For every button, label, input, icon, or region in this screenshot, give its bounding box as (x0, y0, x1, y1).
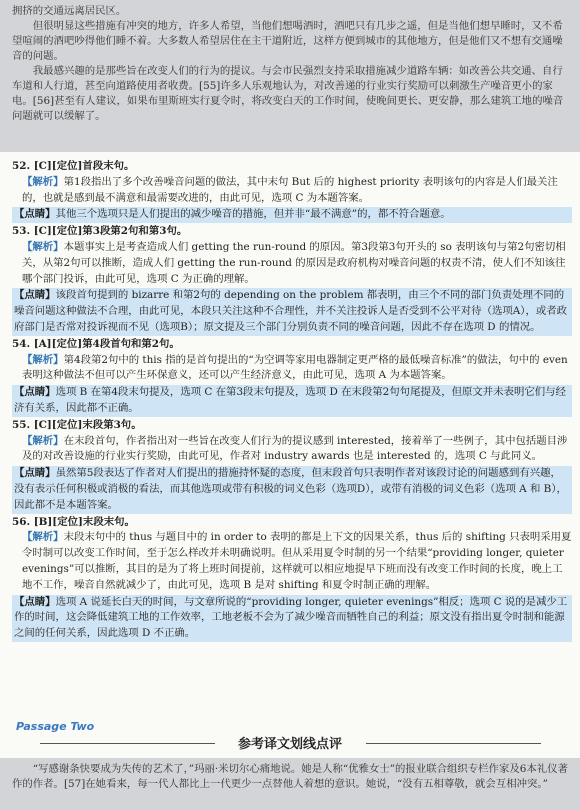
question-title: 56. [B][定位]末段末句。 (12, 515, 135, 528)
question-title: 54. [A][定位]第4段首句和第2句。 (12, 337, 180, 350)
analysis-text: 第4段第2句中的 this 指的是首句提出的“为空调等家用电器制定更严格的最低噪音标准”的做法，句中的 even 表明这种做法不但可以产生环保意义，还可以产生经济意义，由此可见，选项 A 为本题答案。 (22, 353, 568, 382)
key-point (12, 385, 572, 417)
question-55 (12, 418, 572, 514)
key-point (12, 288, 572, 335)
section-heading (0, 733, 580, 753)
analysis-tag: 【解析】 (22, 531, 64, 544)
analysis (12, 434, 572, 466)
key-point-tag: 【点睛】 (14, 595, 56, 608)
analysis-tag: 【解析】 (22, 240, 64, 253)
analysis-text: 本题事实上是考查造成人们 getting the run-round 的原因。第3段第3句开头的 so 表明该句与第2句密切相关，从第2句可以推断，造成人们 getting the run-round 的原因是政府机构对噪音问题的权责不清，使人们不知该往哪个部门投诉，由此可见，选项 C 为正确的理解。 (22, 240, 566, 285)
key-point-text: 选项 A 说延长白天的时间，与文章所说的“providing longer, quieter evenings”相反；选项 C 说的是减少工作的时间，这会降低建筑工地的工作效率，工地老板不会为了减少噪音而牺牲自己的利益；原文没有指出夏令时制和能源之间的任何关系，因此选项 D 不正确。 (14, 595, 568, 640)
previous-passage-translation (0, 0, 580, 152)
analysis-text: 在末段首句，作者指出对一些旨在改变人们行为的提议感到 interested，接着举了一些例子，其中包括题目涉及的对改善设施的行业实行奖励，由此可见，作者对 industry awards 也是 interested 的，选项 C 与此同义。 (22, 434, 568, 463)
answer-explanations (12, 158, 572, 643)
passage-two-translation (0, 758, 580, 810)
analysis-tag: 【解析】 (22, 353, 64, 366)
paragraph: 我最感兴趣的是那些旨在改变人们的行为的提议。与会市民强烈支持采取措施减少道路车辆：如改善公共交通、自行车道和人行道，甚至向道路使用者收费。[55]许多人乐观地认为，对改善递的行业实行奖励可以刺激生产噪音更小的家电。[56]甚至有人建议，如果布里斯班实行夏令时，将改变白天的工作时间，使晚间更长、更安静，那么建筑工地的噪音问题就可以缓解了。 (12, 65, 564, 122)
analysis-tag: 【解析】 (22, 175, 64, 188)
question-title: 53. [C][定位]第3段第2句和第3句。 (12, 225, 188, 238)
key-point-tag: 【点睛】 (14, 386, 56, 399)
section-heading-text: 参考译文划线点评 (237, 737, 342, 752)
question-53 (12, 224, 572, 336)
paragraph: 拥挤的交通远离居民区。 (12, 5, 127, 17)
question-title: 52. [C][定位]首段末句。 (12, 160, 135, 172)
key-point-text: 其他三个选项只是人们提出的减少噪音的措施，但并非“最不满意”的，都不符合题意。 (55, 208, 451, 221)
analysis-text: 末段末句中的 thus 与题目中的 in order to 表明的都是上下文的因果关系，thus 后的 shifting 只表明采用夏令时制可以改变工作时间，至于怎么样改并未明确说明。但从采用夏令时制的另一个结果“providing longer, quieter evenings”可以推断，其目的是为了将上班时间提前，这样就可以相应地提早下班而没有改变工作时间的长度，晚上工地不工作，噪音自然就减少了，由此可见，选项 B 是对 shifting 和夏令时制正确的理解。 (22, 531, 572, 591)
question-title: 55. [C][定位]末段第3句。 (12, 418, 142, 431)
key-point-tag: 【点睛】 (14, 289, 56, 302)
key-point (12, 466, 572, 513)
analysis (12, 240, 572, 287)
analysis-text: 第1段指出了多个改善噪音问题的做法，其中末句 But 后的 highest priority 表明该句的内容是人们最关注的，也就是感到最不满意和最需要改进的，由此可见，选项 C 为本题答案。 (22, 175, 558, 204)
paragraph: “写感谢条快要成为失传的艺术了，”玛丽·米切尔心痛地说。她是人称“优雅女士”的报业联合组织专栏作家及6本礼仪著作的作者。[57]在她看来，每一代人都比上一代更少一点替他人着想的意识。她说，“没有五相尊敬，就会互相冲突。” (12, 763, 568, 790)
key-point (12, 595, 572, 642)
question-56 (12, 515, 572, 642)
paragraph: 但很明显这些措施有冲突的地方，许多人希望，当他们想喝酒时，酒吧只有几步之遥，但是当他们想早睡时，又不希望喧闹的酒吧吵得他们睡不着。大多数人希望居住在主干道附近，这样方便到城市的其他地方，但是他们又不想有交通噪音的问题。 (12, 20, 563, 62)
key-point-tag: 【点睛】 (14, 208, 56, 221)
analysis (12, 353, 572, 385)
analysis (12, 175, 572, 207)
analysis (12, 530, 572, 593)
key-point-text: 选项 B 在第4段末句提及，选项 C 在第3段末句提及，选项 D 在末段第2句句尾提及，但原文并未表明它们与经济有关系，因此都不正确。 (14, 386, 566, 414)
key-point (12, 207, 572, 223)
heading-rule-right (366, 743, 541, 744)
key-point-text: 该段首句提到的 bizarre 和第2句的 depending on the problem 都表明，由三个不同的部门负责处理不同的噪音问题这种做法不合理，由此可见，本段只关注这种不合理性，并不关注投诉人是否受到不公平对待（选项A），或者政府部门是否常对投诉视而不见（选项B）；原文提及三个部门分别负责不同的噪音问题，因此不存在选项 D 的情况。 (14, 289, 568, 333)
question-54 (12, 337, 572, 417)
heading-rule-left (40, 743, 215, 744)
key-point-text: 虽然第5段表达了作者对人们提出的措施持怀疑的态度，但末段首句只表明作者对该段讨论的问题感到有兴趣，没有表示任何积极或消极的看法，而其他选项或带有积极的词义色彩（选项D），或带有消极的词义色彩（选项 A 和 B），因此都不是本题答案。 (14, 467, 567, 511)
passage-two-label: Passage Two (16, 720, 95, 733)
key-point-tag: 【点睛】 (14, 467, 56, 480)
question-52 (12, 159, 572, 223)
analysis-tag: 【解析】 (22, 434, 64, 447)
